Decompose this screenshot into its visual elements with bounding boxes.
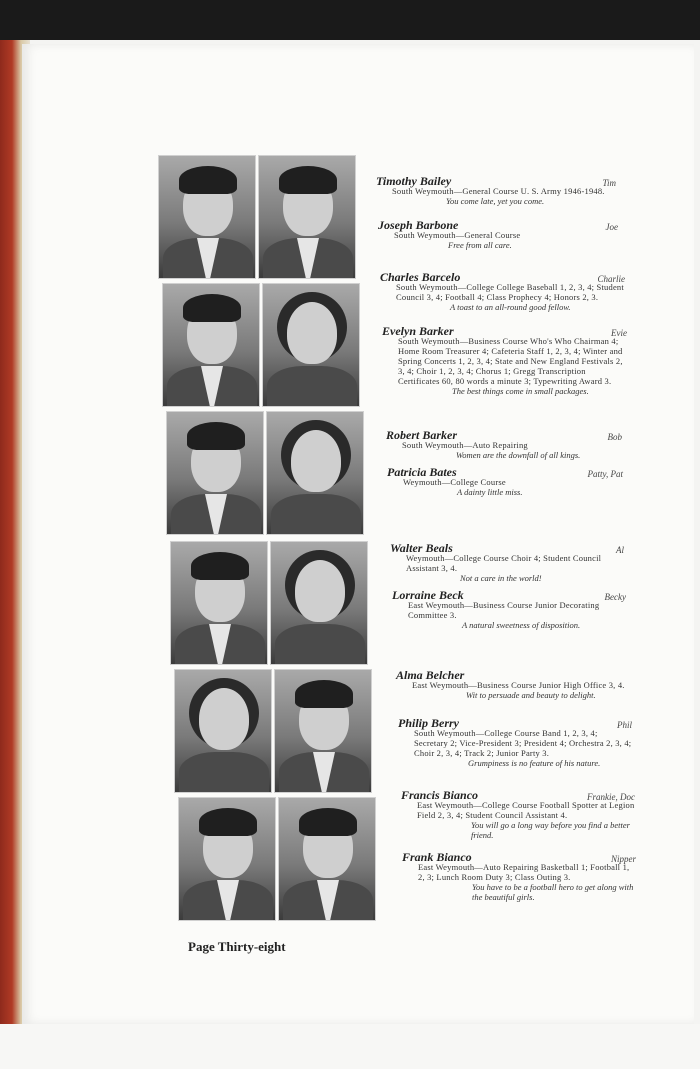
student-name: Timothy Bailey bbox=[376, 174, 452, 188]
student-nickname: Al bbox=[616, 545, 624, 555]
student-quote: You come late, yet you come. bbox=[446, 196, 545, 206]
student-quote: The best things come in small packages. bbox=[452, 386, 589, 396]
student-info: South Weymouth—General Course U. S. Army 1946-1948. bbox=[392, 186, 605, 196]
student-quote: You will go a long way before you find a better friend. bbox=[471, 820, 630, 840]
student-name: Patricia Bates bbox=[387, 465, 457, 479]
student-nickname: Becky bbox=[604, 592, 626, 602]
student-name: Joseph Barbone bbox=[378, 218, 459, 232]
photo-lorraine-beck bbox=[270, 541, 368, 665]
student-info: South Weymouth—College Course Band 1, 2, 3, 4; Secretary 2; Vice-President 3; President 4; Orchestra 2, 3, 4; Choir 2, 3, 4; Track 2; Junior Party 3. bbox=[414, 728, 632, 758]
photo-robert-barker bbox=[166, 411, 264, 535]
student-nickname: Patty, Pat bbox=[587, 469, 623, 479]
student-info: Weymouth—College Course Choir 4; Student Council Assistant 3, 4. bbox=[406, 553, 602, 573]
entry-lorraine-beck bbox=[392, 590, 626, 630]
entry-walter-beals bbox=[390, 543, 624, 583]
photo-joseph-barbone bbox=[258, 155, 356, 279]
page-number: Page Thirty-eight bbox=[188, 939, 286, 954]
student-info: South Weymouth—College College Baseball 1, 2, 3, 4; Student Council 3, 4; Football 4; Class Prophecy 4; Honors 2, 3. bbox=[396, 282, 624, 302]
student-name: Walter Beals bbox=[390, 541, 453, 555]
student-nickname: Tim bbox=[602, 178, 616, 188]
student-nickname: Frankie, Doc bbox=[587, 792, 635, 802]
entry-francis-bianco bbox=[401, 790, 635, 840]
student-nickname: Joe bbox=[605, 222, 618, 232]
student-nickname: Phil bbox=[617, 720, 632, 730]
photo-patricia-bates bbox=[266, 411, 364, 535]
student-quote: A dainty little miss. bbox=[457, 487, 523, 497]
student-quote: A natural sweetness of disposition. bbox=[462, 620, 581, 630]
entry-patricia-bates bbox=[387, 467, 623, 497]
student-info: Weymouth—College Course bbox=[403, 477, 506, 487]
photo-timothy-bailey bbox=[158, 155, 256, 279]
student-name: Frank Bianco bbox=[402, 850, 472, 864]
student-name: Lorraine Beck bbox=[392, 588, 464, 602]
student-nickname: Evie bbox=[611, 328, 627, 338]
student-quote: Women are the downfall of all kings. bbox=[456, 450, 581, 460]
student-nickname: Nipper bbox=[610, 854, 636, 864]
student-quote: Not a care in the world! bbox=[460, 573, 542, 583]
student-name: Francis Bianco bbox=[401, 788, 479, 802]
student-info: South Weymouth—Business Course Who's Who Chairman 4; Home Room Treasurer 4; Cafeteria Staff 1, 2, 3, 4; Winter and Spring Concerts 1, 2, 3, 4; State and New England Festivals 2, 3, 4; Choir 1, 2, 3, 4; Chorus 1; Gregg Transcription Certificates 60, 80 words a minute 3; Typewriting Award 3. bbox=[398, 336, 623, 386]
photo-charles-barcelo bbox=[162, 283, 260, 407]
entry-alma-belcher bbox=[396, 670, 630, 700]
photo-frank-bianco bbox=[278, 797, 376, 921]
student-quote: Wit to persuade and beauty to delight. bbox=[466, 690, 596, 700]
entry-joseph-barbone bbox=[378, 220, 618, 250]
student-quote: You have to be a football hero to get along with the beautiful girls. bbox=[472, 882, 634, 902]
photo-evelyn-barker bbox=[262, 283, 360, 407]
photo-walter-beals bbox=[170, 541, 268, 665]
student-nickname: Charlie bbox=[597, 274, 625, 284]
student-name: Charles Barcelo bbox=[380, 270, 461, 284]
student-quote: A toast to an all-round good fellow. bbox=[450, 302, 571, 312]
photo-francis-bianco bbox=[178, 797, 276, 921]
student-nickname: Bob bbox=[607, 432, 622, 442]
photo-alma-belcher bbox=[174, 669, 272, 793]
entry-charles-barcelo bbox=[380, 272, 625, 312]
student-quote: Free from all care. bbox=[448, 240, 512, 250]
student-name: Robert Barker bbox=[386, 428, 458, 442]
scan-background-bottom bbox=[0, 1024, 700, 1069]
entry-robert-barker bbox=[386, 430, 622, 460]
photo-grid bbox=[158, 155, 383, 925]
entry-timothy-bailey bbox=[376, 176, 616, 206]
entry-frank-bianco bbox=[402, 852, 636, 902]
student-info: South Weymouth—Auto Repairing bbox=[402, 440, 528, 450]
student-info: East Weymouth—Business Course Junior High Office 3, 4. bbox=[412, 680, 625, 690]
entry-philip-berry bbox=[398, 718, 632, 768]
student-quote: Grumpiness is no feature of his nature. bbox=[468, 758, 601, 768]
student-info: South Weymouth—General Course bbox=[394, 230, 521, 240]
student-name: Alma Belcher bbox=[396, 668, 465, 682]
entry-evelyn-barker bbox=[382, 326, 627, 396]
student-name: Evelyn Barker bbox=[382, 324, 454, 338]
student-name: Philip Berry bbox=[398, 716, 460, 730]
photo-philip-berry bbox=[274, 669, 372, 793]
student-info: East Weymouth—College Course Football Spotter at Legion Field 2, 3, 4; Student Council Assistant 4. bbox=[417, 800, 635, 820]
student-info: East Weymouth—Auto Repairing Basketball 1; Football 1, 2, 3; Lunch Room Duty 3; Class Outing 3. bbox=[418, 862, 630, 882]
student-entries bbox=[370, 0, 670, 1000]
student-info: East Weymouth—Business Course Junior Decorating Committee 3. bbox=[408, 600, 600, 620]
